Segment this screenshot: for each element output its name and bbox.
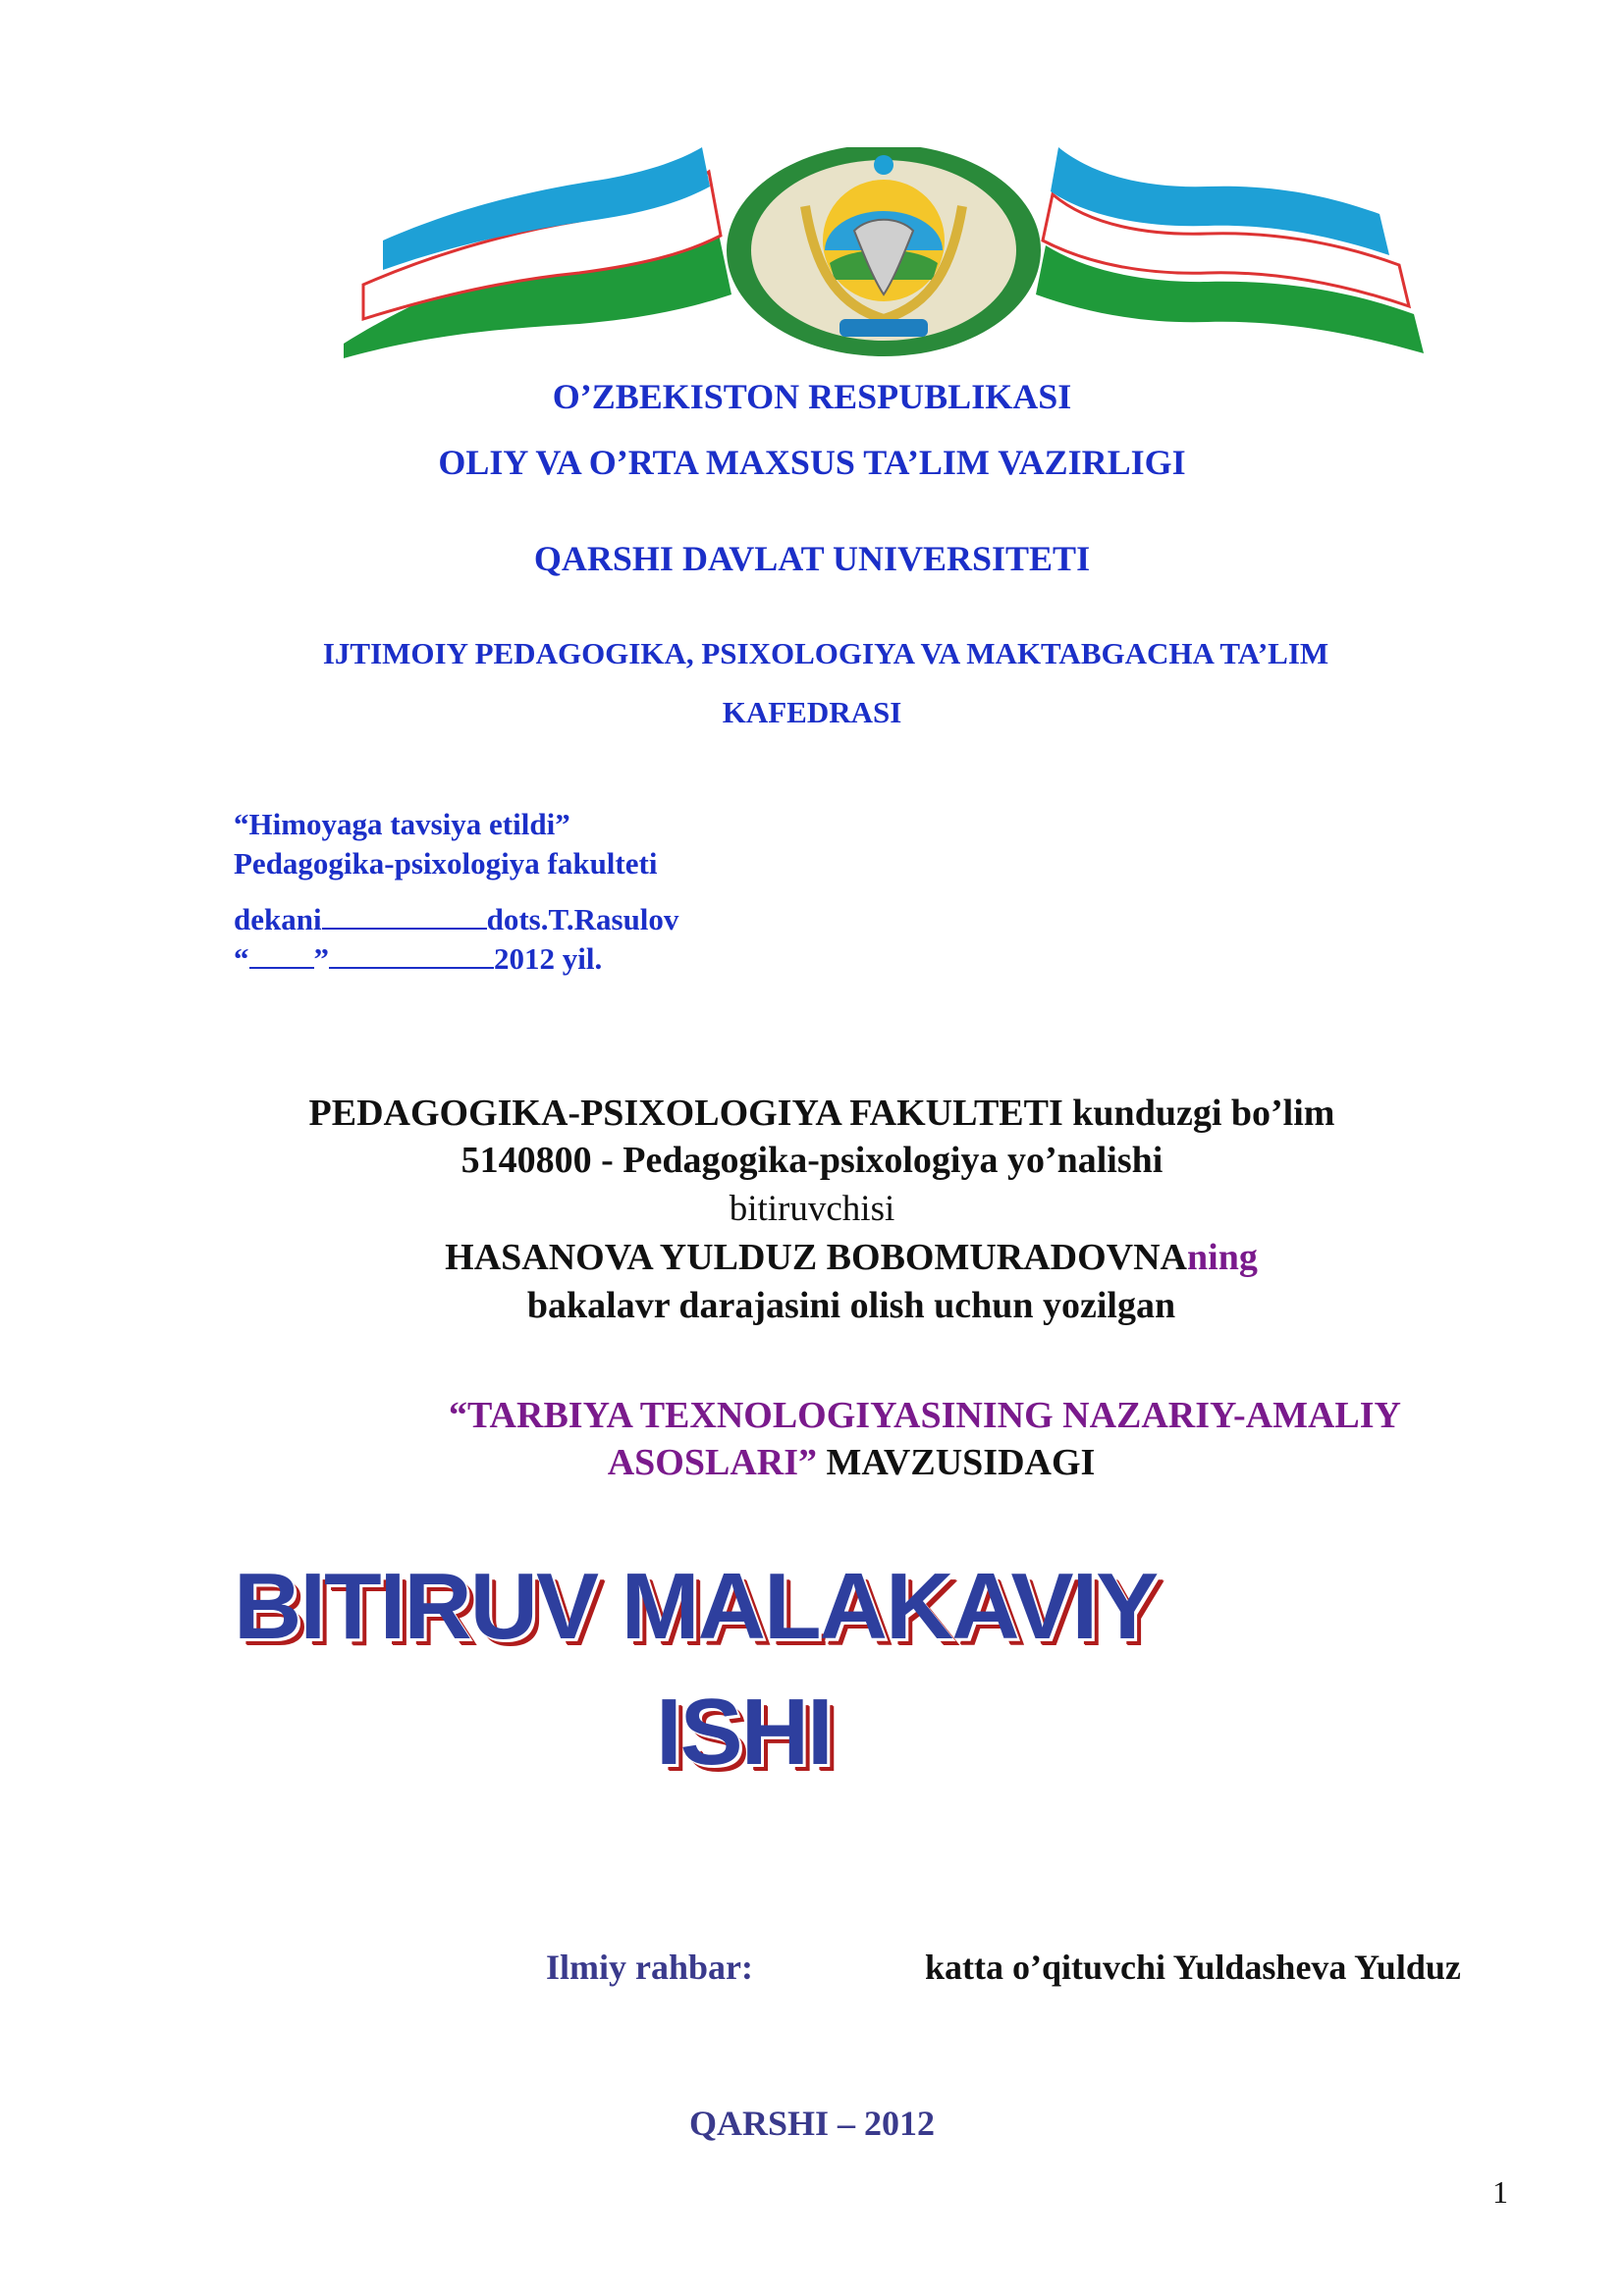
- topic-line-2-rest: MAVZUSIDAGI: [817, 1442, 1096, 1483]
- emblem-seal: [727, 147, 1041, 356]
- page-number: 1: [1492, 2174, 1508, 2210]
- approval-faculty: Pedagogika-psixologiya fakulteti: [234, 846, 658, 881]
- approval-dean-line: [234, 902, 678, 937]
- document-title-line-1: BITIRUV MALAKAVIY: [234, 1554, 1158, 1659]
- department-name: IJTIMOIY PEDAGOGIKA, PSIXOLOGIYA VA MAKTABGACHA TA’LIM: [322, 636, 1329, 670]
- topic-line-1: “TARBIYA TEXNOLOGIYASINING NAZARIY-AMALIY: [449, 1395, 1401, 1436]
- graduate-label: bitiruvchisi: [729, 1189, 895, 1229]
- degree-line: bakalavr darajasini olish uchun yozilgan: [526, 1285, 1176, 1326]
- approval-date-line: [234, 941, 602, 977]
- topic-line-2-purple: ASOSLARI”: [607, 1442, 817, 1483]
- date-open-quote: “: [234, 941, 249, 976]
- dean-name: dots.T.Rasulov: [486, 902, 679, 936]
- direction-line: 5140800 - Pedagogika-psixologiya yo’nalishi: [460, 1140, 1164, 1181]
- university-name: QARSHI DAVLAT UNIVERSITETI: [533, 539, 1091, 578]
- topic-line-2: [0, 1441, 1624, 1484]
- city-year: QARSHI – 2012: [688, 2104, 936, 2143]
- republic-name: O’ZBEKISTON RESPUBLIKASI: [552, 377, 1072, 416]
- dean-prefix: dekani: [234, 902, 322, 936]
- flag-ribbon-right: [1036, 147, 1424, 353]
- kafedra-label: KAFEDRASI: [722, 695, 902, 729]
- date-close-quote: ”: [313, 941, 329, 976]
- faculty-line: PEDAGOGIKA-PSIXOLOGIYA FAKULTETI kunduzgi bo’lim: [308, 1093, 1335, 1134]
- state-emblem-icon: [344, 147, 1424, 358]
- supervisor-name: katta o’qituvchi Yuldasheva Yulduz: [925, 1948, 1461, 1987]
- signature-underline: [322, 902, 487, 930]
- document-title-line-2: ISHI: [656, 1680, 832, 1785]
- student-name: HASANOVA YULDUZ BOBOMURADOVNA: [445, 1237, 1187, 1278]
- flag-ribbon-left: [344, 147, 731, 358]
- day-underline: [249, 941, 314, 969]
- month-underline: [329, 941, 494, 969]
- approval-recommendation: “Himoyaga tavsiya etildi”: [234, 807, 570, 841]
- student-name-suffix: ning: [1187, 1237, 1258, 1278]
- student-name-line: [0, 1236, 1624, 1279]
- ministry-name: OLIY VA O’RTA MAXSUS TA’LIM VAZIRLIGI: [438, 443, 1186, 482]
- supervisor-label: Ilmiy rahbar:: [546, 1948, 753, 1987]
- date-year: 2012 yil.: [494, 941, 603, 976]
